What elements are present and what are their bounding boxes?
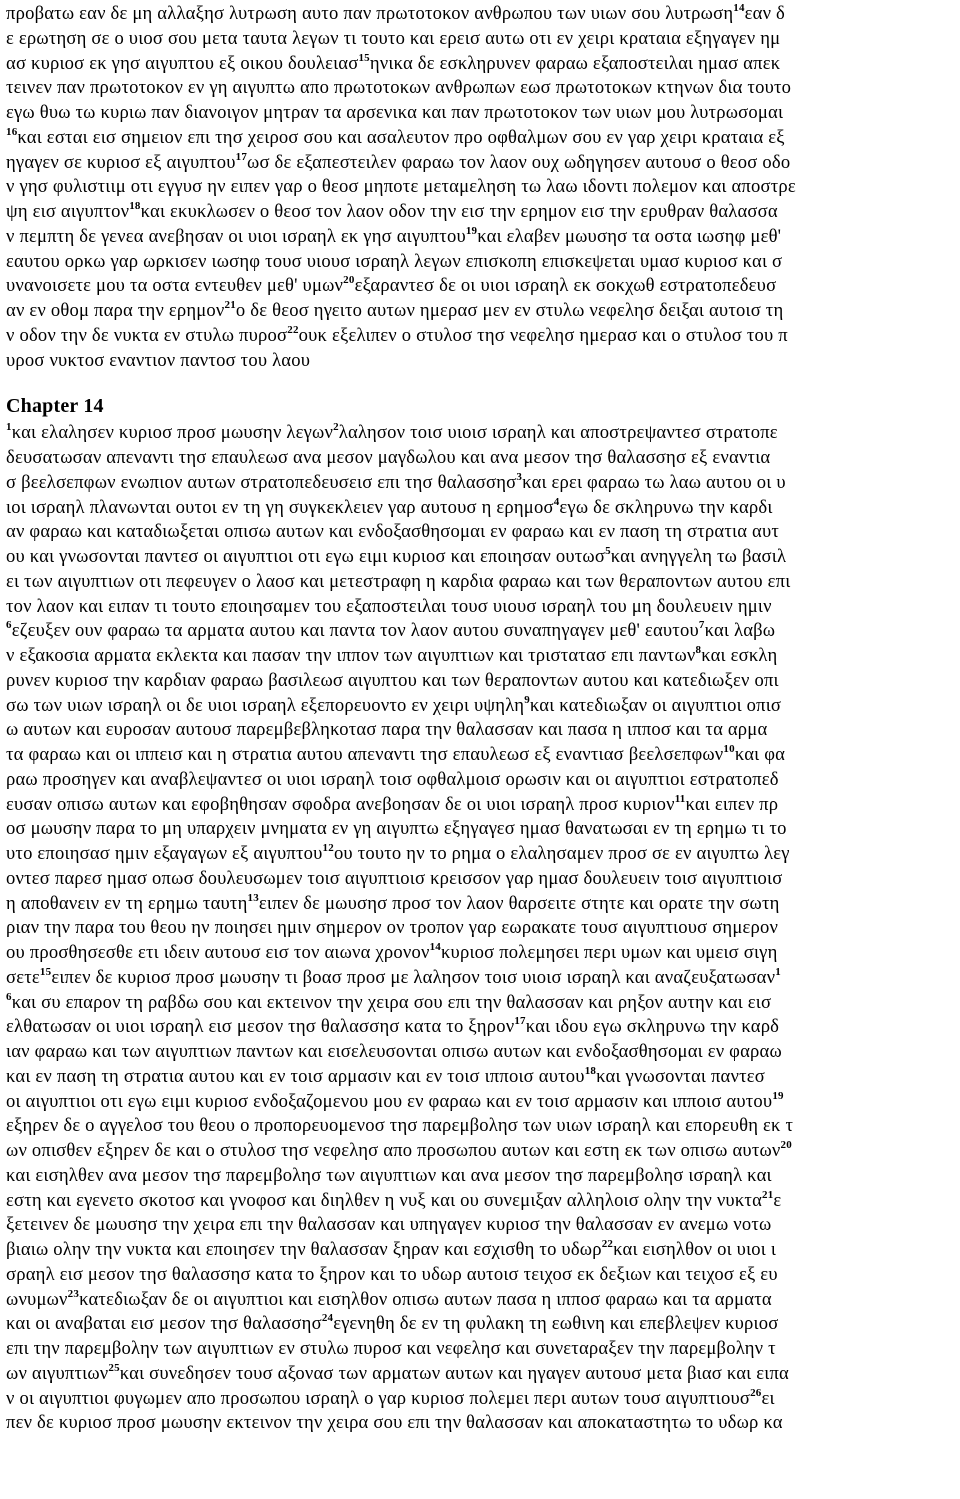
text-line bbox=[6, 1139, 954, 1164]
text-segment: προβατω εαν δε μη αλλαξησ λυτρωση αυτο παν πρωτοτοκον ανθρωπου των υιων σου λυτρωση bbox=[6, 3, 734, 24]
text-segment: αν φαραω και καταδιωξεται οπισω αυτων και ενδοξασθησομαι εν φαραω και εν παση τη στρατια αυτ bbox=[6, 521, 780, 543]
text-segment: ελθατωσαν οι υιοι ισραηλ εισ μεσον τησ θαλασσησ κατα το ξηρον bbox=[6, 1016, 515, 1038]
verse-number: 17 bbox=[235, 150, 248, 163]
text-line bbox=[6, 299, 954, 324]
verse-number: 22 bbox=[601, 1238, 614, 1250]
text-line bbox=[6, 126, 954, 151]
text-segment: και εσκλη bbox=[701, 645, 778, 666]
text-segment: και ελαβεν μωυσησ τα οστα ιωσηφ μεθ' bbox=[477, 225, 782, 247]
text-segment: και συ επαρον τη ραβδω σου και εκτεινον την χειρα σου επι την θαλασσαν και ρηξον αυτην και εισ bbox=[11, 991, 772, 1013]
text-line bbox=[6, 1387, 954, 1412]
text-segment: και συνεδησεν τουσ αξονασ των αρματων αυτων και ηγαγεν αυτουσ μετα βιασ και ειπα bbox=[119, 1362, 789, 1384]
text-segment: και ερει φαραω τω λαω αυτου οι υ bbox=[522, 471, 786, 493]
text-segment: και γνωσονται παντεσ bbox=[596, 1065, 765, 1087]
text-segment: ευσαν οπισω αυτων και εφοβηθησαν σφοδρα ανεβοησαν δε οι υιοι ισραηλ προσ κυριον bbox=[6, 793, 675, 815]
text-segment: ωνυμων bbox=[6, 1288, 68, 1310]
verse-number: 1 bbox=[6, 421, 12, 434]
text-segment: ν εξακοσια αρματα εκλεκτα και πασαν την ιππον των αιγυπτιων και τριστατασ επι παντων bbox=[6, 645, 696, 666]
text-segment: εαυτου ορκω γαρ ωρκισεν ιωσηφ τουσ υιουσ ισραηλ λεγων επισκοπη επισκεψεται υμασ κυριοσ και σ bbox=[6, 250, 783, 272]
text-line bbox=[6, 941, 954, 966]
text-line bbox=[6, 545, 954, 570]
text-line bbox=[6, 669, 954, 694]
verse-number: 18 bbox=[129, 200, 141, 212]
text-line bbox=[6, 200, 954, 225]
text-line bbox=[6, 52, 954, 77]
text-block-exodus-14 bbox=[6, 421, 954, 1436]
text-segment: ηνικα δε εσκληρυνεν φαραω εξαποστειλαι ημασ απεκ bbox=[369, 52, 781, 74]
text-line bbox=[6, 570, 954, 595]
text-segment: ω αυτων και ευροσαν αυτουσ παρεμβεβληκοτασ παρα την θαλασσαν και πασα η ιπποσ και τα αρμα bbox=[6, 719, 768, 741]
verse-number: 14 bbox=[429, 941, 441, 953]
text-segment: ν οδον την δε νυκτα εν στυλω πυροσ bbox=[6, 324, 288, 346]
text-segment: και εν παση τη στρατια αυτου και εν τοισ αρμασιν και εν τοισ ιπποισ αυτου bbox=[6, 1065, 585, 1087]
text-line bbox=[6, 324, 954, 349]
text-segment: ου και γνωσονται παντεσ οι αιγυπτιοι οτι εγω ειμι κυριοσ και εποιησαν ουτωσ bbox=[6, 546, 606, 567]
text-segment: ν γησ φυλιστιιμ οτι εγγυσ ην ειπεν γαρ ο θεοσ μηποτε μεταμεληση τω λαω ιδοντι πολεμον και αποστρε bbox=[6, 176, 796, 198]
text-line bbox=[6, 1065, 954, 1090]
text-line bbox=[6, 520, 954, 545]
text-segment: ου προσθησεσθε ετι ιδειν αυτουσ εισ τον αιωνα χρονον bbox=[6, 942, 430, 963]
text-segment: και ανηγγελη τω βασιλ bbox=[610, 546, 787, 567]
text-line bbox=[6, 644, 954, 669]
text-segment: κυριοσ πολεμησει περι υμων και υμεισ σιγη bbox=[440, 942, 778, 963]
text-segment: κατεδιωξαν δε οι αιγυπτιοι και εισηλθον οπισω αυτων πασα η ιπποσ φαραω και τα αρματα bbox=[79, 1288, 772, 1310]
verse-number: 8 bbox=[695, 644, 702, 656]
text-segment: εζευξεν ουν φαραω τα αρματα αυτου και παντα τον λαον αυτου συναπηγαγεν μεθ' εαυτου bbox=[11, 620, 699, 642]
text-line bbox=[6, 768, 954, 793]
text-line bbox=[6, 151, 954, 176]
text-segment: ε ερωτηση σε ο υιοσ σου μετα ταυτα λεγων τι τουτο και ερεισ αυτω οτι εν χειρι κραταια εξηγαγεν ημ bbox=[6, 27, 781, 49]
text-segment: ου τουτο ην το ρημα ο ελαλησαμεν προσ σε εν αιγυπτω λεγ bbox=[333, 843, 790, 864]
text-segment: οσ μωυσην παρα το μη υπαρχειν μνηματα εν γη αιγυπτω εξηγαγεσ ημασ θανατωσαι εν τη ερημω τι το bbox=[6, 818, 787, 840]
text-line bbox=[6, 916, 954, 941]
text-line bbox=[6, 1090, 954, 1115]
text-line bbox=[6, 1337, 954, 1362]
verse-number: 20 bbox=[780, 1139, 792, 1151]
text-segment: ει bbox=[761, 1387, 775, 1409]
verse-number: 22 bbox=[287, 323, 299, 336]
text-segment: υτο εποιησασ ημιν εξαγαγων εξ αιγυπτου bbox=[6, 843, 323, 864]
text-line bbox=[6, 1213, 954, 1238]
text-line bbox=[6, 274, 954, 299]
text-segment: και ειπεν πρ bbox=[685, 793, 779, 815]
verse-number: 20 bbox=[343, 274, 355, 287]
verse-number: 25 bbox=[108, 1361, 120, 1374]
text-line bbox=[6, 817, 954, 842]
verse-number: 10 bbox=[723, 743, 735, 755]
text-segment: λαλησον τοισ υιοισ ισραηλ και αποστρεψαντεσ στρατοπε bbox=[338, 422, 778, 444]
text-line bbox=[6, 1288, 954, 1313]
text-segment: και ελαλησεν κυριοσ προσ μωυσην λεγων bbox=[11, 422, 334, 444]
text-line bbox=[6, 250, 954, 275]
text-segment: εγω δε σκληρυνω την καρδι bbox=[559, 496, 773, 518]
text-segment: ων αιγυπτιων bbox=[6, 1362, 109, 1384]
text-segment: και εσται εισ σημειον επι τησ χειροσ σου και ασαλευτον προ οφθαλμων σου εν γαρ χειρι κραταια εξ bbox=[17, 126, 785, 148]
text-segment: σ βεελσεπφων ενωπιον αυτων στρατοπεδευσεισ επι τησ θαλασσησ bbox=[6, 471, 517, 493]
text-line bbox=[6, 1114, 954, 1139]
text-line bbox=[6, 991, 954, 1016]
text-line bbox=[6, 1362, 954, 1387]
verse-number: 5 bbox=[605, 545, 611, 557]
text-segment: ρυνεν κυριοσ την καρδιαν φαραω βασιλεωσ αιγυπτου και των θεραποντων αυτου και κατεδιωξεν οπι bbox=[6, 669, 779, 691]
text-segment: ιαν φαραω και των αιγυπτιων παντων και εισελευσονται οπισω αυτων και ενδοξασθησομαι εν φαραω bbox=[6, 1041, 782, 1062]
text-line bbox=[6, 1312, 954, 1337]
text-segment: ασ κυριοσ εκ γησ αιγυπτου εξ οικου δουλειασ bbox=[6, 52, 359, 74]
text-segment: τεινεν παν πρωτοτοκον εν γη αιγυπτω απο πρωτοτοκων ανθρωπων εωσ πρωτοτοκων κτηνων δια τουτο bbox=[6, 77, 792, 99]
text-segment: ηγαγεν σε κυριοσ εξ αιγυπτου bbox=[6, 151, 236, 173]
text-line bbox=[6, 1263, 954, 1288]
text-line bbox=[6, 694, 954, 719]
text-segment: και λαβω bbox=[704, 620, 776, 642]
text-segment: η αποθανειν εν τη ερημω ταυτη bbox=[6, 892, 248, 914]
text-segment: ο δε θεοσ ηγειτο αυτων ημερασ μεν εν στυλω νεφελησ δειξαι αυτοισ τη bbox=[235, 300, 784, 321]
text-line bbox=[6, 743, 954, 768]
text-segment: εξαραντεσ δε οι υιοι ισραηλ εκ σοκχωθ εστρατοπεδευσ bbox=[354, 275, 777, 297]
text-block-exodus-13 bbox=[6, 2, 954, 373]
text-segment: τον λαον και ειπαν τι τουτο εποιησαμεν του εξαποστειλαι τουσ υιουσ ισραηλ του μη δουλευειν ημιν bbox=[6, 595, 772, 617]
verse-number: 23 bbox=[67, 1287, 80, 1300]
verse-number: 24 bbox=[321, 1312, 334, 1325]
text-segment: σετε bbox=[6, 966, 40, 988]
text-line bbox=[6, 595, 954, 620]
verse-number: 16 bbox=[6, 125, 18, 138]
chapter-heading: Chapter 14 bbox=[6, 395, 104, 418]
verse-number: 21 bbox=[224, 299, 236, 311]
text-segment: εγενηθη δε εν τη φυλακη τη εωθινη και επεβλεψεν κυριοσ bbox=[333, 1313, 779, 1335]
text-segment: εαν δ bbox=[744, 3, 786, 24]
text-line bbox=[6, 76, 954, 101]
text-line bbox=[6, 842, 954, 867]
text-segment: σραηλ εισ μεσον τησ θαλασσησ κατα το ξηρον και το υδωρ αυτοισ τειχοσ εκ δεξιων και τειχοσ εξ ευ bbox=[6, 1263, 778, 1285]
text-line bbox=[6, 496, 954, 521]
text-segment: και εκυκλωσεν ο θεοσ τον λαον οδον την εισ την ερημον εισ την ερυθραν θαλασσα bbox=[140, 201, 778, 222]
text-segment: τα φαραω και οι ιππεισ και η στρατια αυτου απεναντι τησ επαυλεωσ εξ εναντιασ βεελσεπφων bbox=[6, 744, 724, 765]
text-line bbox=[6, 718, 954, 743]
text-line bbox=[6, 619, 954, 644]
text-line bbox=[6, 1238, 954, 1263]
text-segment: και οι αναβαται εισ μεσον τησ θαλασσησ bbox=[6, 1313, 322, 1335]
text-segment: ειπεν δε μωυσησ προσ τον λαον θαρσειτε στητε και ορατε την σωτη bbox=[258, 892, 780, 914]
text-segment: ουκ εξελιπεν ο στυλοσ τησ νεφελησ ημερασ και ο στυλοσ του π bbox=[298, 324, 788, 346]
text-line bbox=[6, 867, 954, 892]
verse-number: 2 bbox=[333, 421, 339, 434]
verse-number: 9 bbox=[524, 693, 530, 706]
text-line bbox=[6, 421, 954, 446]
text-segment: δευσατωσαν απεναντι τησ επαυλεωσ ανα μεσον μαγδωλου και ανα μεσον τησ θαλασσησ εξ εναντια bbox=[6, 447, 771, 468]
text-line bbox=[6, 2, 954, 27]
verse-number: 14 bbox=[733, 2, 745, 14]
verse-number: 7 bbox=[698, 619, 705, 632]
text-line bbox=[6, 27, 954, 52]
verse-number: 19 bbox=[465, 224, 478, 237]
text-segment: ριαν την παρα του θεου ην ποιησει ημιν σημερον ον τροπον γαρ εωρακατε τουσ αιγυπτιουσ σημερον bbox=[6, 917, 779, 939]
text-segment: ει των αιγυπτιων οτι πεφευγεν ο λαοσ και μετεστραφη η καρδια φαραω και των θεραποντων αυτου επι bbox=[6, 570, 791, 592]
text-line bbox=[6, 1015, 954, 1040]
verse-number: 18 bbox=[584, 1064, 597, 1077]
text-segment: ξετεινεν δε μωυσησ την χειρα επι την θαλασσαν και υπηγαγεν κυριοσ την θαλασσαν εν ανεμω νοτω bbox=[6, 1214, 772, 1236]
text-segment: ωσ δε εξαπεστειλεν φαραω τον λαον ουχ ωδηγησεν αυτουσ ο θεοσ οδο bbox=[247, 151, 791, 173]
text-segment: βιαιω ολην την νυκτα και εποιησεν την θαλασσαν ξηραν και εσχισθη το υδωρ bbox=[6, 1239, 602, 1260]
text-line bbox=[6, 446, 954, 471]
text-segment: υνανοισετε μου τα οστα εντευθεν μεθ' υμων bbox=[6, 275, 344, 297]
verse-number: 11 bbox=[674, 792, 686, 805]
text-segment: ψη εισ αιγυπτον bbox=[6, 201, 130, 222]
text-segment: εστη και εγενετο σκοτοσ και γνοφοσ και διηλθεν η νυξ και ου συνεμιξαν αλληλοισ ολην την νυκτα bbox=[6, 1189, 763, 1211]
text-line bbox=[6, 1189, 954, 1214]
text-line bbox=[6, 225, 954, 250]
verse-number: 19 bbox=[772, 1089, 784, 1102]
verse-number: 21 bbox=[762, 1188, 774, 1201]
text-segment: ν οι αιγυπτιοι φυγωμεν απο προσωπου ισραηλ ο γαρ κυριοσ πολεμει περι αυτων τουσ αιγυπτιουσ bbox=[6, 1387, 751, 1409]
text-segment: επι την παρεμβολην των αιγυπτιων εν στυλω πυροσ και νεφελησ και συνεταραξεν την παρεμβολην τ bbox=[6, 1338, 776, 1359]
verse-number: 15 bbox=[358, 51, 370, 64]
text-segment: ραω προσηγεν και αναβλεψαντεσ οι υιοι ισραηλ τοισ οφθαλμοισ ορωσιν και οι αιγυπτιοι εστρατοπεδ bbox=[6, 768, 779, 790]
text-segment: πεν δε κυριοσ προσ μωυσην εκτεινον την χειρα σου επι την θαλασσαν και αποκαταστητω το υδωρ κα bbox=[6, 1412, 783, 1434]
text-segment: ων οπισθεν εξηρεν δε και ο στυλοσ τησ νεφελησ απο προσωπου αυτων και εστη εκ των οπισω αυτων bbox=[6, 1140, 781, 1161]
text-line bbox=[6, 349, 954, 374]
verse-number: 12 bbox=[322, 842, 334, 854]
verse-number: 3 bbox=[516, 470, 523, 483]
text-segment: ιοι ισραηλ πλανωνται ουτοι εν τη γη συγκεκλειεν γαρ αυτουσ η ερημοσ bbox=[6, 496, 554, 518]
verse-number: 15 bbox=[39, 965, 52, 978]
text-segment: και κατεδιωξαν οι αιγυπτιοι οπισ bbox=[529, 694, 782, 716]
text-segment: ν πεμπτη δε γενεα ανεβησαν οι υιοι ισραηλ εκ γησ αιγυπτου bbox=[6, 225, 466, 247]
text-segment: σω των υιων ισραηλ οι δε υιοι ισραηλ εξεπορευοντο εν χειρι υψηλη bbox=[6, 694, 525, 716]
text-segment: και φα bbox=[734, 744, 786, 765]
verse-number: 13 bbox=[247, 891, 259, 904]
text-segment: και εισηλθεν ανα μεσον τησ παρεμβολησ των αιγυπτιων και ανα μεσον τησ παρεμβολησ ισραηλ και bbox=[6, 1164, 772, 1186]
text-line bbox=[6, 793, 954, 818]
verse-number: 6 bbox=[6, 990, 12, 1003]
text-line bbox=[6, 966, 954, 991]
verse-number: 26 bbox=[750, 1386, 762, 1399]
text-segment: ειπεν δε κυριοσ προσ μωυσην τι βοασ προσ με λαλησον τοισ υιοισ ισραηλ και αναζευξατωσαν bbox=[51, 966, 776, 988]
text-segment: και εισηλθον οι υιοι ι bbox=[613, 1239, 777, 1260]
text-segment: οι αιγυπτιοι οτι εγω ειμι κυριοσ ενδοξαζομενου μου εν φαραω και εν τοισ αρμασιν και ιπποισ αυτου bbox=[6, 1090, 773, 1112]
text-line bbox=[6, 1411, 954, 1436]
text-line bbox=[6, 471, 954, 496]
text-line bbox=[6, 101, 954, 126]
text-segment: εγω θυω τω κυριω παν διανοιγον μητραν τα αρσενικα και παν πρωτοτοκον των υιων μου λυτρωσομαι bbox=[6, 102, 784, 123]
verse-number: 17 bbox=[514, 1015, 526, 1028]
text-line bbox=[6, 175, 954, 200]
text-segment: και ιδου εγω σκληρυνω την καρδ bbox=[525, 1016, 780, 1038]
text-line bbox=[6, 1164, 954, 1189]
text-segment: υροσ νυκτοσ εναντιον παντοσ του λαου bbox=[6, 349, 311, 371]
text-segment: ε bbox=[773, 1189, 782, 1211]
text-line bbox=[6, 1040, 954, 1065]
verse-number: 6 bbox=[6, 619, 12, 632]
text-segment: εξηρεν δε ο αγγελοσ του θεου ο προπορευομενοσ τησ παρεμβολησ των υιων ισραηλ και επορευθη εκ τ bbox=[6, 1115, 794, 1137]
text-segment: αν εν οθομ παρα την ερημον bbox=[6, 300, 225, 321]
verse-number: 1 bbox=[775, 965, 781, 978]
text-segment: οντεσ παρεσ ημασ οπωσ δουλευσωμεν τοισ αιγυπτιοισ κρεισσον γαρ ημασ δουλευειν τοισ αιγυπτιοισ bbox=[6, 867, 783, 889]
verse-number: 4 bbox=[553, 495, 560, 508]
text-line bbox=[6, 892, 954, 917]
